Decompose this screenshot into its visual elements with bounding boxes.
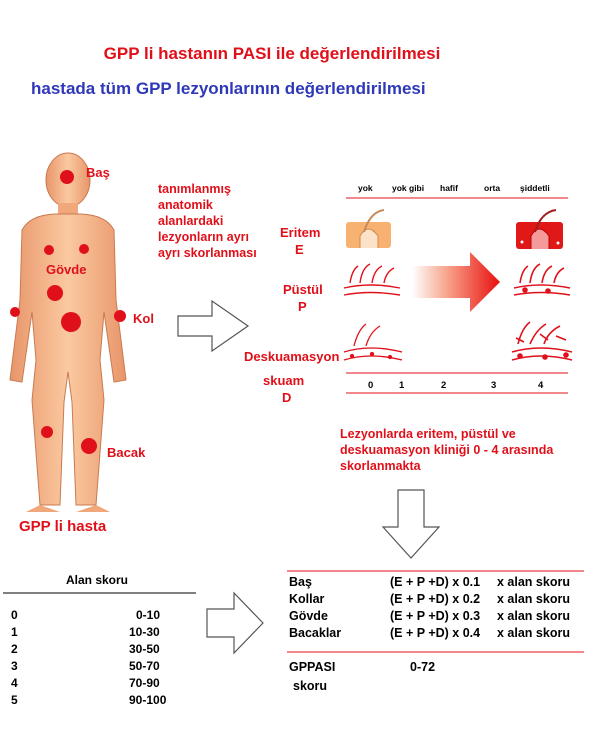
label-patient: GPP li hasta [19, 518, 107, 535]
area-score-value: 2 [11, 642, 18, 656]
lesion-leg-right [81, 438, 97, 454]
label-desquamation-abbr: D [282, 390, 292, 405]
formula-expr: (E + P +D) x 0.1 [390, 575, 481, 589]
page-subtitle: hastada tüm GPP lezyonlarının değerlendirilmesi [31, 79, 426, 98]
area-score-range: 50-70 [129, 659, 160, 673]
formula-region: Gövde [289, 609, 328, 623]
hollow-arrow-right-icon [178, 301, 248, 351]
scale-number: 2 [441, 380, 447, 391]
formula-region: Bacaklar [289, 626, 342, 640]
desquamation-severe-icon [512, 322, 572, 360]
area-score-value: 3 [11, 659, 18, 673]
area-score-value: 1 [11, 625, 18, 639]
lesion-leg-left [41, 426, 53, 438]
label-pustule-abbr: P [298, 299, 307, 314]
severity-header: yok [358, 183, 373, 193]
severity-gradient-arrow-icon [412, 252, 500, 312]
area-score-range: 0-10 [136, 608, 161, 622]
label-pustule: Püstül [283, 282, 323, 297]
area-score-value: 4 [11, 676, 18, 690]
lesion-trunk-1 [47, 285, 63, 301]
severity-header: şiddetli [520, 183, 550, 193]
area-score-range: 30-50 [129, 642, 160, 656]
hollow-arrow-down-icon [383, 490, 439, 558]
scale-number: 1 [399, 380, 405, 391]
severity-header: orta [484, 183, 501, 193]
lesion-trunk-2 [61, 312, 81, 332]
label-leg: Bacak [107, 445, 146, 460]
hollow-arrow-right-bottom-icon [207, 593, 263, 653]
lesion-chest-2 [79, 244, 89, 254]
formula-suffix: x alan skoru [497, 592, 570, 606]
lesion-chest-1 [44, 245, 54, 255]
formula-expr: (E + P +D) x 0.4 [390, 626, 481, 640]
label-arm: Kol [133, 311, 154, 326]
scale-number: 3 [491, 380, 497, 391]
formula-region: Kollar [289, 592, 325, 606]
scale-number: 0 [368, 380, 374, 391]
scoring-note: Lezyonlarda eritem, püstül ve deskuamasyon kliniği 0 - 4 arasında skorlanmakta [340, 427, 554, 473]
formula-expr: (E + P +D) x 0.2 [390, 592, 481, 606]
desquamation-mild-icon [344, 324, 402, 360]
label-head: Baş [86, 165, 110, 180]
label-trunk: Gövde [46, 262, 87, 277]
area-score-range: 70-90 [129, 676, 160, 690]
region-description: tanımlanmış anatomik alanlardaki lezyonların ayrı ayrı skorlanması [158, 182, 257, 260]
pustule-severe-icon [514, 264, 570, 295]
formula-region: Baş [289, 575, 312, 589]
gppasi-label-2: skoru [293, 679, 328, 693]
gppasi-label: GPPASI [289, 660, 336, 674]
label-erythema-abbr: E [295, 242, 304, 257]
lesion-arm-left [10, 307, 20, 317]
gppasi-range: 0-72 [410, 660, 436, 674]
severity-header: hafif [440, 183, 458, 193]
formula-suffix: x alan skoru [497, 626, 570, 640]
label-erythema: Eritem [280, 225, 321, 240]
erythema-severe-icon [516, 210, 563, 249]
lesion-head [60, 170, 74, 184]
formula-suffix: x alan skoru [497, 609, 570, 623]
lesion-arm-right [114, 310, 126, 322]
area-score-value: 5 [11, 693, 18, 707]
area-score-range: 90-100 [129, 693, 167, 707]
area-score-header: Alan skoru [66, 573, 129, 587]
area-score-range: 10-30 [129, 625, 160, 639]
severity-header: yok gibi [392, 183, 425, 193]
page-title: GPP li hastanın PASI ile değerlendirilmesi [103, 44, 441, 63]
scale-number: 4 [538, 380, 544, 391]
label-desquamation: Deskuamasyon [244, 349, 340, 364]
erythema-mild-icon [346, 210, 391, 248]
formula-suffix: x alan skoru [497, 575, 570, 589]
formula-expr: (E + P +D) x 0.3 [390, 609, 481, 623]
label-desquamation-2: skuam [263, 373, 305, 388]
pustule-mild-icon [344, 264, 400, 295]
area-score-value: 0 [11, 608, 18, 622]
